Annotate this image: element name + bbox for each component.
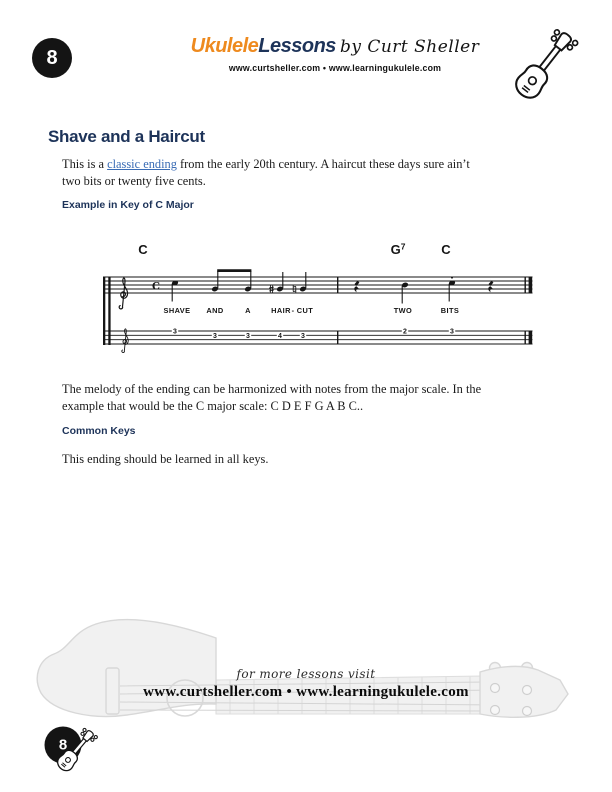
eighth-beam xyxy=(217,269,251,272)
tab-clef-icon xyxy=(122,329,128,353)
page-title: Shave and a Haircut xyxy=(48,127,205,146)
intro-paragraph xyxy=(62,156,470,189)
tab-fret-number: 3 xyxy=(450,328,454,336)
tab-fret-number: 3 xyxy=(173,328,177,336)
chord-symbol: $G^7$ xyxy=(390,241,406,257)
classic-ending-link[interactable]: classic ending xyxy=(107,157,177,171)
lyric: SHAVE xyxy=(163,306,191,315)
chord-symbol: C xyxy=(441,242,451,257)
brand-logo xyxy=(165,33,505,61)
barline xyxy=(337,331,338,345)
intro-text-post: from the early 20th century. A haircut these days sure ain’t xyxy=(176,157,470,171)
system-start-bar xyxy=(103,277,105,346)
tab-fret-number: 3 xyxy=(213,332,217,340)
tab-fret-number: 4 xyxy=(278,332,282,340)
tab-fret-number: 3 xyxy=(246,332,250,340)
barline xyxy=(529,277,533,294)
ukulele-icon xyxy=(495,24,593,110)
footer-page-number: 8 xyxy=(58,736,68,754)
page-number-badge xyxy=(32,38,72,78)
tab-fret-number: 2 xyxy=(403,328,407,336)
intro-line2: two bits or twenty five cents. xyxy=(62,173,206,188)
lyric: CUT xyxy=(296,306,314,315)
common-keys-heading: Common Keys xyxy=(62,425,136,437)
treble-clef-icon xyxy=(119,278,127,309)
logo-byline: by Curt Sheller xyxy=(339,37,480,57)
header-urls: www.curtsheller.com • www.learningukulele.com xyxy=(228,63,442,73)
example-heading: Example in Key of C Major xyxy=(62,199,194,211)
brand-header xyxy=(165,33,505,73)
logo-word-ukulele: Ukulele xyxy=(190,35,259,57)
logo-word-lessons: Lessons xyxy=(258,35,336,57)
intro-text-pre: This is a xyxy=(62,157,108,171)
tab-fret-number: 3 xyxy=(301,332,305,340)
footer-tagline: for more lessons visit xyxy=(236,667,376,681)
system-start-bar xyxy=(108,277,110,346)
harmony-line2: example that would be the C major scale: C D E F G A B C.. xyxy=(62,398,364,413)
lyric: HAIR xyxy=(271,306,291,315)
lyric: - xyxy=(291,306,295,315)
chord-symbol: C xyxy=(138,242,148,257)
staccato-dot xyxy=(451,277,453,279)
common-keys-text: This ending should be learned in all keys. xyxy=(62,452,269,466)
page-number: 8 xyxy=(46,46,58,69)
barline xyxy=(529,331,533,345)
barline xyxy=(525,277,526,294)
time-signature: C xyxy=(152,281,160,293)
footer-page-badge xyxy=(40,720,106,784)
music-notation xyxy=(85,232,545,367)
lyric: AND xyxy=(206,306,224,315)
lyric: A xyxy=(245,306,251,315)
lyric: BITS xyxy=(440,306,460,315)
harmony-line1: The melody of the ending can be harmonized with notes from the major scale. In the xyxy=(62,382,482,396)
harmony-paragraph xyxy=(62,381,481,414)
barline xyxy=(337,277,338,294)
barline xyxy=(525,331,526,345)
intro-line1 xyxy=(62,156,470,173)
lyric: TWO xyxy=(393,306,413,315)
footer-urls: www.curtsheller.com • www.learningukulele.com xyxy=(143,684,469,700)
